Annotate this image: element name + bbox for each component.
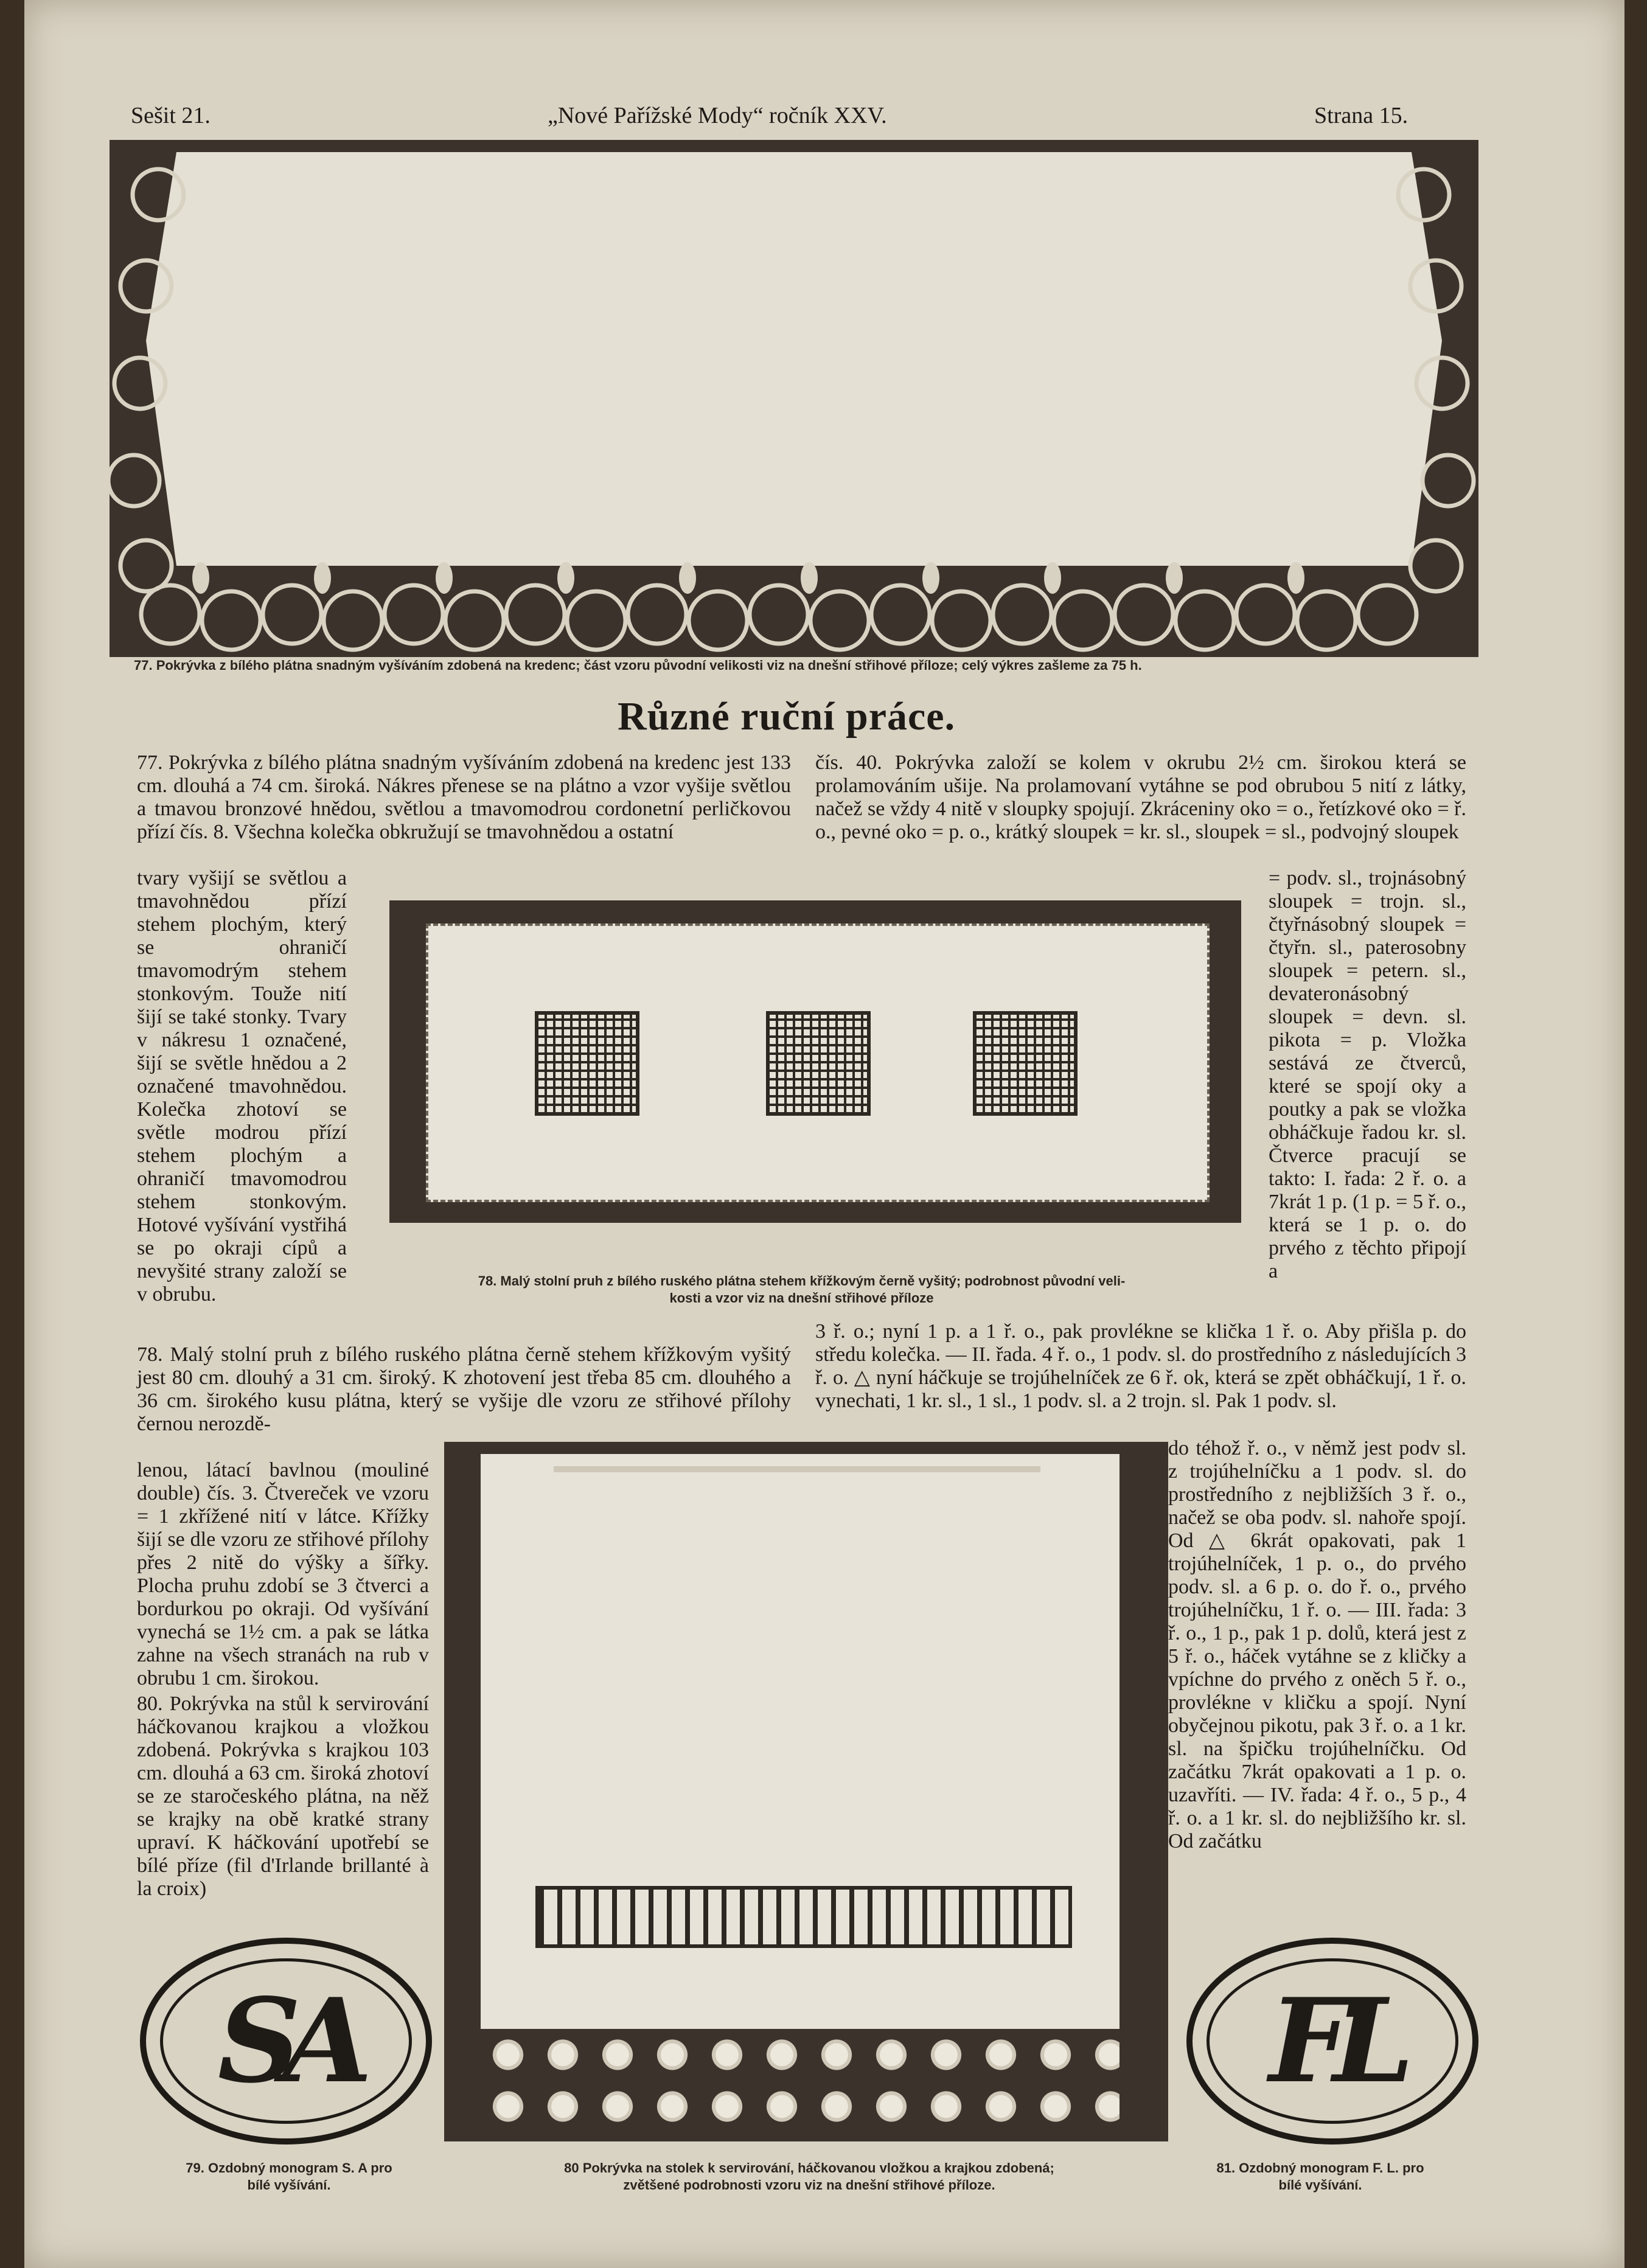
monogram-fl — [1186, 1938, 1478, 2145]
cross-stitch-square-right — [973, 1011, 1078, 1116]
article-78-intro: 78. Malý stolní pruh z bílého ruského plátna černě stehem křížkovým vyšitý jest 80 cm. dlouhý a 31 cm. široký. K zhotovení jest třeba 85 cm. dlouhého a 36 cm. širokého kusu plátna, který se vyšije dle vzoru ze střihové přílohy černou nerozdě- — [137, 1343, 791, 1435]
figure-79-caption: 79. Ozdobný monogram S. A pro bílé vyšívání. — [186, 2160, 392, 2193]
figure-78-caption-line-1: 78. Malý stolní pruh z bílého ruského plátna stehem křížkovým černě vyšitý; podrobnost původní veli- — [478, 1273, 1126, 1289]
header-page-number: Strana 15. — [1314, 103, 1408, 128]
figure-80-caption: 80 Pokrývka na stolek k servirování, háčkovanou vložkou a krajkou zdobená; zvětšené podrobnosti vzoru viz na dnešní střihové příloze. — [564, 2160, 1054, 2193]
cross-stitch-square-center — [766, 1011, 871, 1116]
crochet-insertion-band — [535, 1886, 1072, 1948]
figure-78-caption-line-2: kosti a vzor viz na dnešní střihové příloze — [669, 1290, 934, 1306]
crochet-lace-edging — [481, 2029, 1119, 2132]
header-magazine-title: „Nové Pařížské Mody“ ročník XXV. — [548, 103, 887, 128]
embroidered-cloth-illustration — [110, 140, 1478, 657]
article-right-continued: do téhož ř. o., v němž jest podv sl. z trojúhelníčku a 1 podv. sl. do prostředního z nejbližších 3 ř. o., načež se oba podv. sl. nahoře spojí. Od △ 6krát opakovati, pak 1 trojúhelníček, 1 p. o., do prvého podv. sl. a 6 p. o. do ř. o., prvého trojúhelníčku, 1 ř. o. — III. řada: 3 ř. o., 1 p., pak 1 p. dolů, která jest z 5 ř. o., háček vytáhne se z kličky a vpíchne do prvého z oněch 5 ř. o., provlékne v kličku a spojí. Nyní obyčejnou pikotu, pak 3 ř. o. a 1 kr. sl. na špičku trojúhelníčku. Od začátku 7krát opakovati a 1 p. o. uzavříti. — IV. řada: 4 ř. o., 5 p., 4 ř. o. a 1 kr. sl. do nejbližšího kr. sl. Od začátku — [1168, 1437, 1466, 1852]
header-issue: Sešit 21. — [131, 103, 211, 128]
article-right-wide: 3 ř. o.; nyní 1 p. a 1 ř. o., pak provlékne se klička 1 ř. o. Aby přišla p. do středu kolečka. — II. řada. 4 ř. o., 1 podv. sl. do prostředního z následujících 3 ř. o. △ nyní háčkuje se trojúhelníček ze 6 ř. ok, která se zpět obháčkují, 1 ř. o. vynechati, 1 kr. sl., 1 sl., 1 podv. sl. a 2 trojn. sl. Pak 1 podv. sl. — [815, 1320, 1466, 1412]
figure-77-caption: 77. Pokrývka z bílého plátna snadným vyšíváním zdobená na kredenc; část vzoru původní velikosti viz na dnešní střihové příloze; celý výkres zašleme za 75 h. — [134, 658, 1142, 673]
figure-80-photo — [444, 1442, 1168, 2141]
section-title: Různé ruční práce. — [618, 694, 956, 739]
serving-cloth — [481, 1454, 1119, 2032]
monogram-sa-letters: SA — [217, 1973, 355, 2109]
monogram-sa — [140, 1938, 432, 2145]
monogram-fl-letters: FL — [1269, 1973, 1396, 2109]
article-77-intro: 77. Pokrývka z bílého plátna snadným vyšíváním zdobená na kredenc jest 133 cm. dlouhá a 74 cm. široká. Nákres přenese se na plátno a vzor vyšije světlou a tmavou bronzové hnědou, světlou a tmavomodrou cordonetní perličkovou přízí čís. 8. Všechna kolečka obkružují se tmavohnědou a ostatní — [137, 751, 791, 843]
figure-78-caption — [362, 1273, 1241, 1307]
figure-78-photo — [389, 900, 1241, 1223]
figure-81-caption: 81. Ozdobný monogram F. L. pro bílé vyšívání. — [1216, 2160, 1424, 2193]
article-right-intro: čís. 40. Pokrývka založí se kolem v okrubu 2½ cm. širokou která se prolamováním ušije. Na prolamovaní vytáhne se pod obrubou 5 nití z látky, načež se vždy 4 nitě v sloupky spojují. Zkráceniny oko = o., řetízkové oko = ř. o., pevné oko = p. o., krátký sloupek = kr. sl., sloupek = sl., podvojný sloupek — [815, 751, 1466, 843]
magazine-page — [24, 0, 1624, 2268]
article-80-intro: 80. Pokrývka na stůl k servirování háčkovanou krajkou a vložkou zdobená. Pokrývka s krajkou 103 cm. dlouhá a 63 cm. široká zhotoví se ze staročeského plátna, na něž se krajky na obě kratké strany upraví. K háčkování upotřebí se bílé příze (fil d'Irlande brillanté à la croix) — [137, 1692, 429, 1900]
table-runner-cloth — [426, 924, 1210, 1202]
cross-stitch-square-left — [535, 1011, 639, 1116]
article-77-continued: tvary vyšijí se světlou a tmavohnědou přízí stehem plochým, který se ohraničí tmavomodrým stehem stonkovým. Touže nití šijí se také stonky. Tvary v nákresu 1 označené, šijí se světle hnědou a 2 označené tmavohnědou. Kolečka zhotoví se světle modrou přízí stehem plochým a ohraničí tmavomodrou stehem stonkovým. Hotové vyšívání vystřihá se po okraji cípů a nevyšité strany založí se v obrubu. — [137, 867, 347, 1306]
figure-77-photo — [110, 140, 1478, 657]
article-right-narrow: = podv. sl., trojnásobný sloupek = trojn. sl., čtyřnásobný sloupek = čtyřn. sl., paterosobny sloupek = petern. sl., devateronásobný sloupek = devn. sl. pikota = p. Vložka sestává ze čtverců, které se spojí oky a poutky a pak se vložka obháčkuje řadou kr. sl. Čtverce pracují se takto: I. řada: 2 ř. o. a 7krát 1 p. (1 p. = 5 ř. o., která se 1 p. o. do prvého z těchto připojí a — [1269, 867, 1466, 1282]
article-78-continued: lenou, látací bavlnou (mouliné double) čís. 3. Čtvereček ve vzoru = 1 zkřížené nití v látce. Křížky šijí se dle vzoru ze střihové přílohy přes 2 nitě do výšky a šířky. Plocha pruhu zdobí se 3 čtverci a bordurkou po okraji. Od vyšívání vynechá se 1½ cm. a pak se látka zahne na všech stranách na rub v obrubu 1 cm. širokou. — [137, 1459, 429, 1689]
